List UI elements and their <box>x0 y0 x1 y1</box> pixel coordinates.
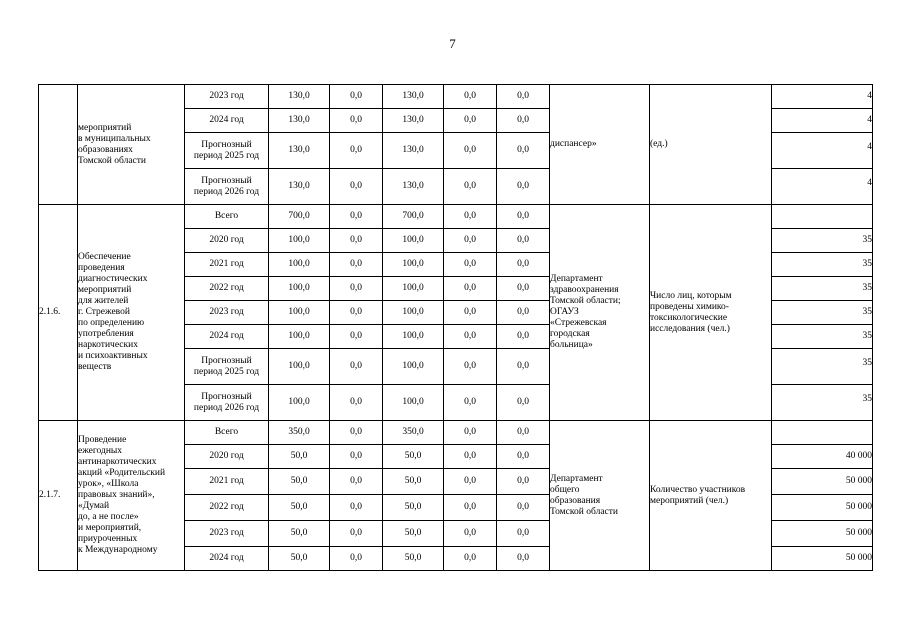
period-cell <box>185 85 269 109</box>
period-cell <box>185 109 269 133</box>
funding-cell-c1: 100,0 <box>269 301 330 325</box>
funding-cell-c2: 0,0 <box>330 85 383 109</box>
measure-name-text-line: «Думай <box>78 501 110 511</box>
responsible-executor <box>550 421 650 571</box>
measure-name-text-line: мероприятий <box>78 285 132 295</box>
indicator-name <box>650 205 772 421</box>
funding-cell-c4: 0,0 <box>444 385 497 421</box>
responsible-text-line: диспансер» <box>550 139 597 149</box>
measure-name-text-line: урок», «Школа <box>78 479 139 489</box>
funding-cell-c3: 50,0 <box>383 495 444 521</box>
indicator-text-line: проведены химико- <box>650 301 729 312</box>
funding-cell-c3: 50,0 <box>383 469 444 495</box>
period-cell <box>185 349 269 385</box>
funding-cell-c3: 130,0 <box>383 85 444 109</box>
funding-cell-c2: 0,0 <box>330 445 383 469</box>
funding-cell-c3: 50,0 <box>383 547 444 571</box>
indicator-value: 50 000 <box>772 469 873 495</box>
responsible-text-line: больница» <box>550 340 593 350</box>
indicator-value: 4 <box>772 85 873 109</box>
period-cell <box>185 495 269 521</box>
period-text <box>185 211 268 222</box>
indicator-value <box>772 205 873 229</box>
funding-cell-c2: 0,0 <box>330 169 383 205</box>
indicator-text <box>650 139 771 150</box>
period-text <box>185 502 268 513</box>
funding-cell-c3: 100,0 <box>383 325 444 349</box>
measure-name-text-line: проведения <box>78 263 125 273</box>
period-cell <box>185 169 269 205</box>
funding-cell-c2: 0,0 <box>330 301 383 325</box>
indicator-value: 35 <box>772 385 873 421</box>
responsible-executor <box>550 85 650 205</box>
period-text <box>185 331 268 342</box>
funding-cell-c4: 0,0 <box>444 301 497 325</box>
period-text <box>185 259 268 270</box>
measure-name <box>78 421 185 571</box>
funding-cell-c5: 0,0 <box>497 229 550 253</box>
measure-name <box>78 205 185 421</box>
responsible-text <box>550 139 649 150</box>
indicator-text-line: Число лиц, которым <box>650 290 732 301</box>
period-text-line: 2024 год <box>209 331 244 341</box>
period-cell <box>185 421 269 445</box>
funding-cell-c2: 0,0 <box>330 253 383 277</box>
measure-name-text <box>78 435 184 556</box>
funding-cell-c1: 50,0 <box>269 469 330 495</box>
period-text-line: 2024 год <box>209 115 244 125</box>
responsible-text <box>550 474 649 518</box>
period-text <box>185 356 268 378</box>
funding-cell-c5: 0,0 <box>497 169 550 205</box>
measure-name-text-line: употребления <box>78 329 134 339</box>
funding-cell-c1: 130,0 <box>269 85 330 109</box>
period-text-line: период 2025 год <box>193 150 260 161</box>
funding-cell-c2: 0,0 <box>330 133 383 169</box>
period-text-line: период 2025 год <box>193 366 260 377</box>
period-text <box>185 476 268 487</box>
period-text-line: 2020 год <box>209 451 244 461</box>
period-text-line: Прогнозный <box>201 391 252 402</box>
table-row <box>39 421 873 445</box>
funding-cell-c4: 0,0 <box>444 495 497 521</box>
funding-cell-c5: 0,0 <box>497 85 550 109</box>
funding-cell-c2: 0,0 <box>330 421 383 445</box>
funding-cell-c1: 100,0 <box>269 253 330 277</box>
period-cell <box>185 205 269 229</box>
funding-cell-c3: 50,0 <box>383 521 444 547</box>
funding-cell-c5: 0,0 <box>497 445 550 469</box>
measure-code <box>39 85 78 205</box>
period-text-line: Прогнозный <box>201 175 252 186</box>
funding-cell-c4: 0,0 <box>444 85 497 109</box>
measure-name <box>78 85 185 205</box>
indicator-text <box>650 485 771 507</box>
indicator-text-line: исследования (чел.) <box>650 323 730 334</box>
funding-cell-c1: 350,0 <box>269 421 330 445</box>
period-text-line: 2020 год <box>209 235 244 245</box>
measure-name-text-line: образованиях <box>78 144 133 155</box>
page-number: 7 <box>449 36 456 51</box>
funding-cell-c4: 0,0 <box>444 421 497 445</box>
funding-cell-c2: 0,0 <box>330 325 383 349</box>
period-text-line: 2023 год <box>209 91 244 101</box>
funding-cell-c2: 0,0 <box>330 521 383 547</box>
measure-name-text-line: для жителей <box>78 296 129 306</box>
funding-cell-c1: 100,0 <box>269 385 330 421</box>
indicator-value: 35 <box>772 349 873 385</box>
funding-cell-c2: 0,0 <box>330 349 383 385</box>
period-text <box>185 307 268 318</box>
funding-cell-c2: 0,0 <box>330 495 383 521</box>
period-text <box>185 176 268 198</box>
funding-cell-c1: 100,0 <box>269 325 330 349</box>
measure-name-text-line: мероприятий <box>78 122 132 133</box>
indicator-value <box>772 421 873 445</box>
period-text <box>185 528 268 539</box>
period-text <box>185 140 268 162</box>
measure-name-text-line: к Международному <box>78 545 158 555</box>
period-cell <box>185 325 269 349</box>
funding-cell-c2: 0,0 <box>330 469 383 495</box>
indicator-text-line: мероприятий (чел.) <box>650 495 729 506</box>
funding-cell-c5: 0,0 <box>497 349 550 385</box>
period-cell <box>185 521 269 547</box>
period-text-line: 2021 год <box>209 476 244 486</box>
funding-cell-c3: 100,0 <box>383 301 444 325</box>
funding-cell-c2: 0,0 <box>330 109 383 133</box>
indicator-value: 35 <box>772 301 873 325</box>
indicator-value: 35 <box>772 229 873 253</box>
measure-name-text-line: в муниципальных <box>78 133 151 144</box>
measure-name-text-line: приуроченных <box>78 534 138 544</box>
funding-cell-c1: 50,0 <box>269 547 330 571</box>
responsible-text-line: Томской области; <box>550 296 621 306</box>
indicator-value: 40 000 <box>772 445 873 469</box>
funding-cell-c3: 130,0 <box>383 169 444 205</box>
funding-cell-c4: 0,0 <box>444 469 497 495</box>
funding-cell-c3: 130,0 <box>383 109 444 133</box>
indicator-value: 50 000 <box>772 495 873 521</box>
measure-name-text-line: по определению <box>78 318 145 328</box>
program-table <box>38 84 873 571</box>
period-text-line: 2021 год <box>209 259 244 269</box>
indicator-value: 35 <box>772 277 873 301</box>
funding-cell-c5: 0,0 <box>497 109 550 133</box>
measure-name-text-line: г. Стрежевой <box>78 307 130 317</box>
period-text <box>185 115 268 126</box>
period-text <box>185 427 268 438</box>
period-text-line: 2024 год <box>209 553 244 563</box>
funding-cell-c1: 130,0 <box>269 109 330 133</box>
funding-cell-c1: 130,0 <box>269 169 330 205</box>
measure-name-text-line: до, а не после» <box>78 512 139 522</box>
responsible-text <box>550 274 649 351</box>
period-text <box>185 283 268 294</box>
period-cell <box>185 133 269 169</box>
period-text-line: 2023 год <box>209 307 244 317</box>
funding-cell-c5: 0,0 <box>497 133 550 169</box>
funding-cell-c5: 0,0 <box>497 325 550 349</box>
funding-cell-c4: 0,0 <box>444 547 497 571</box>
period-text-line: Всего <box>214 211 239 221</box>
responsible-text-line: Департамент <box>550 473 603 484</box>
indicator-value: 50 000 <box>772 547 873 571</box>
period-text-line: 2023 год <box>209 528 244 538</box>
table-body <box>39 85 873 571</box>
funding-cell-c4: 0,0 <box>444 349 497 385</box>
indicator-text-line: (ед.) <box>650 139 668 149</box>
responsible-text-line: Томской области <box>550 506 618 517</box>
indicator-name <box>650 421 772 571</box>
funding-cell-c3: 350,0 <box>383 421 444 445</box>
period-text <box>185 553 268 564</box>
measure-code: 2.1.6. <box>39 205 78 421</box>
funding-cell-c5: 0,0 <box>497 301 550 325</box>
table-row <box>39 205 873 229</box>
funding-cell-c2: 0,0 <box>330 205 383 229</box>
period-cell <box>185 229 269 253</box>
measure-name-text-line: веществ <box>78 362 112 372</box>
responsible-text-line: Департамент <box>550 274 603 284</box>
period-text <box>185 235 268 246</box>
funding-cell-c4: 0,0 <box>444 325 497 349</box>
responsible-text-line: ОГАУЗ <box>550 307 579 317</box>
funding-cell-c3: 700,0 <box>383 205 444 229</box>
period-cell <box>185 301 269 325</box>
indicator-value: 35 <box>772 253 873 277</box>
funding-cell-c4: 0,0 <box>444 205 497 229</box>
funding-cell-c3: 100,0 <box>383 253 444 277</box>
funding-cell-c1: 50,0 <box>269 521 330 547</box>
measure-name-text-line: Обеспечение <box>78 252 131 262</box>
funding-cell-c5: 0,0 <box>497 469 550 495</box>
funding-cell-c3: 100,0 <box>383 277 444 301</box>
funding-cell-c2: 0,0 <box>330 547 383 571</box>
funding-cell-c3: 100,0 <box>383 229 444 253</box>
measure-name-text <box>78 123 184 167</box>
funding-cell-c1: 100,0 <box>269 277 330 301</box>
period-text-line: период 2026 год <box>193 186 260 197</box>
indicator-value: 50 000 <box>772 521 873 547</box>
funding-cell-c4: 0,0 <box>444 253 497 277</box>
indicator-text <box>650 291 771 335</box>
table-row <box>39 85 873 109</box>
funding-cell-c4: 0,0 <box>444 445 497 469</box>
funding-cell-c1: 100,0 <box>269 349 330 385</box>
responsible-text-line: образования <box>550 495 601 506</box>
responsible-executor <box>550 205 650 421</box>
measure-code: 2.1.7. <box>39 421 78 571</box>
responsible-text-line: «Стрежевская <box>550 318 607 328</box>
funding-cell-c4: 0,0 <box>444 277 497 301</box>
funding-cell-c3: 100,0 <box>383 349 444 385</box>
funding-cell-c3: 50,0 <box>383 445 444 469</box>
funding-cell-c5: 0,0 <box>497 277 550 301</box>
funding-cell-c1: 50,0 <box>269 445 330 469</box>
funding-cell-c5: 0,0 <box>497 385 550 421</box>
measure-name-text-line: наркотических <box>78 340 138 350</box>
indicator-value: 35 <box>772 325 873 349</box>
indicator-value: 4 <box>772 169 873 205</box>
indicator-name <box>650 85 772 205</box>
measure-name-text-line: диагностических <box>78 274 148 284</box>
period-cell <box>185 385 269 421</box>
funding-cell-c3: 130,0 <box>383 133 444 169</box>
funding-cell-c2: 0,0 <box>330 277 383 301</box>
funding-cell-c1: 700,0 <box>269 205 330 229</box>
period-cell <box>185 277 269 301</box>
period-cell <box>185 547 269 571</box>
period-text-line: Прогнозный <box>201 139 252 150</box>
period-text-line: Всего <box>214 427 239 437</box>
responsible-text-line: здравоохранения <box>550 285 619 295</box>
responsible-text-line: общего <box>550 484 580 495</box>
funding-cell-c5: 0,0 <box>497 205 550 229</box>
period-text-line: Прогнозный <box>201 355 252 366</box>
indicator-value: 4 <box>772 109 873 133</box>
funding-cell-c1: 130,0 <box>269 133 330 169</box>
measure-name-text-line: правовых знаний», <box>78 490 155 500</box>
funding-cell-c4: 0,0 <box>444 229 497 253</box>
measure-name-text-line: антинаркотических <box>78 457 157 467</box>
funding-cell-c1: 100,0 <box>269 229 330 253</box>
funding-cell-c4: 0,0 <box>444 109 497 133</box>
funding-cell-c3: 100,0 <box>383 385 444 421</box>
funding-cell-c2: 0,0 <box>330 385 383 421</box>
period-text <box>185 451 268 462</box>
period-text-line: 2022 год <box>209 502 244 512</box>
measure-name-text-line: Проведение <box>78 435 127 445</box>
funding-cell-c5: 0,0 <box>497 547 550 571</box>
funding-cell-c2: 0,0 <box>330 229 383 253</box>
measure-name-text-line: и мероприятий, <box>78 523 142 533</box>
period-text-line: 2022 год <box>209 283 244 293</box>
indicator-text-line: токсикологические <box>650 312 728 323</box>
indicator-value: 4 <box>772 133 873 169</box>
funding-cell-c1: 50,0 <box>269 495 330 521</box>
measure-name-text-line: ежегодных <box>78 446 123 456</box>
measure-name-text-line: акций «Родительский <box>78 468 166 478</box>
funding-cell-c4: 0,0 <box>444 169 497 205</box>
period-cell <box>185 253 269 277</box>
indicator-text-line: Количество участников <box>650 484 746 495</box>
funding-cell-c5: 0,0 <box>497 521 550 547</box>
measure-name-text-line: Томской области <box>78 155 146 166</box>
funding-cell-c4: 0,0 <box>444 133 497 169</box>
funding-cell-c5: 0,0 <box>497 495 550 521</box>
period-text <box>185 91 268 102</box>
measure-name-text-line: и психоактивных <box>78 351 148 361</box>
period-cell <box>185 469 269 495</box>
period-cell <box>185 445 269 469</box>
funding-cell-c5: 0,0 <box>497 253 550 277</box>
funding-cell-c5: 0,0 <box>497 421 550 445</box>
period-text-line: период 2026 год <box>193 402 260 413</box>
measure-name-text <box>78 252 184 373</box>
period-text <box>185 392 268 414</box>
funding-cell-c4: 0,0 <box>444 521 497 547</box>
responsible-text-line: городская <box>550 329 590 339</box>
